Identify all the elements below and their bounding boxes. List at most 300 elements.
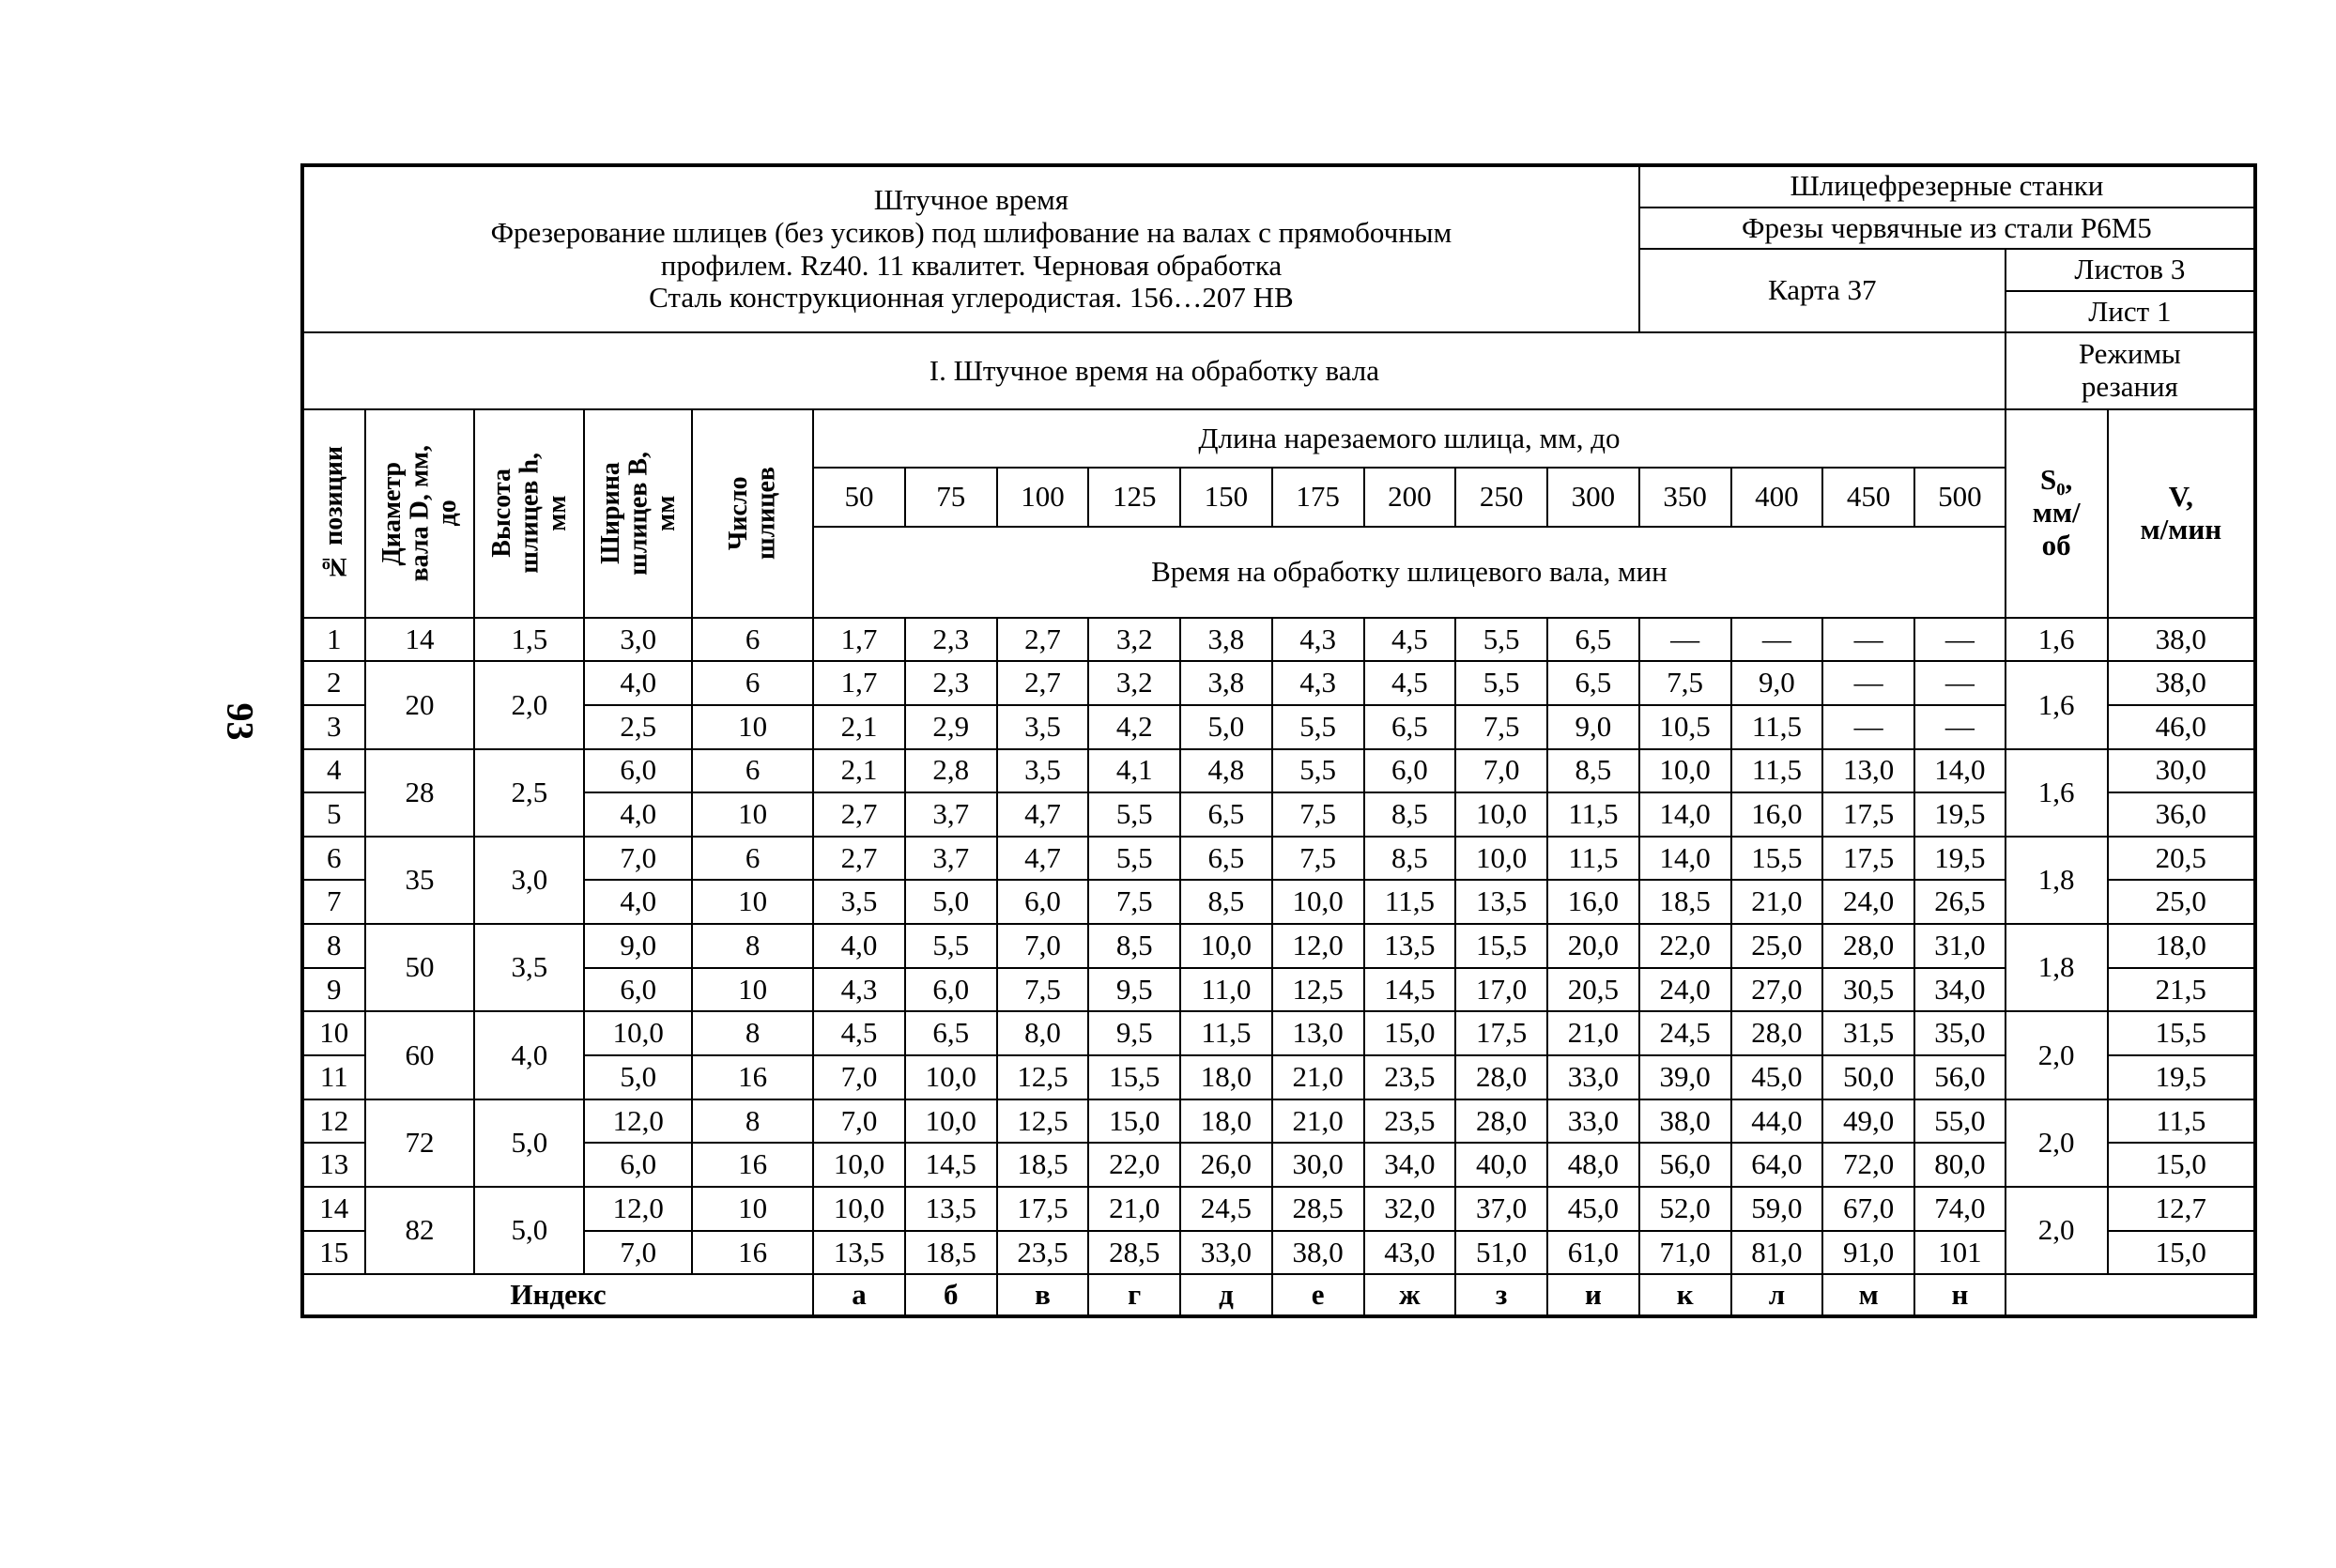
time-value: 11,0: [1180, 968, 1272, 1012]
length-11: 450: [1822, 468, 1914, 527]
time-value: 23,5: [997, 1231, 1089, 1275]
time-value: 12,0: [1272, 924, 1364, 968]
time-value: 51,0: [1455, 1231, 1547, 1275]
speed-value: 20,5: [2108, 837, 2255, 881]
spline-height: 5,0: [474, 1099, 584, 1187]
index-letter: ж: [1364, 1274, 1456, 1316]
spline-height: 3,5: [474, 924, 584, 1011]
time-value: 59,0: [1731, 1187, 1823, 1231]
time-value: 16,0: [1547, 880, 1639, 924]
spline-width: 6,0: [584, 749, 692, 793]
time-value: 20,5: [1547, 968, 1639, 1012]
time-value: 26,0: [1180, 1143, 1272, 1187]
speed-value: 36,0: [2108, 792, 2255, 837]
time-value: 17,0: [1455, 968, 1547, 1012]
time-value: 12,5: [1272, 968, 1364, 1012]
position-number: 7: [302, 880, 365, 924]
time-value: 80,0: [1914, 1143, 2006, 1187]
time-value: 33,0: [1180, 1231, 1272, 1275]
position-number: 8: [302, 924, 365, 968]
card-title: [302, 165, 1639, 332]
time-value: 11,5: [1364, 880, 1456, 924]
shaft-diameter: 50: [365, 924, 475, 1011]
time-value: 2,7: [813, 792, 905, 837]
time-value: 13,0: [1822, 749, 1914, 793]
position-number: 2: [302, 661, 365, 705]
speed-value: 11,5: [2108, 1099, 2255, 1144]
table-row: [302, 1011, 2255, 1055]
time-value: 21,0: [1731, 880, 1823, 924]
time-value: 67,0: [1822, 1187, 1914, 1231]
time-value: 18,5: [905, 1231, 997, 1275]
time-value: 14,5: [1364, 968, 1456, 1012]
time-value: 34,0: [1914, 968, 2006, 1012]
time-value: 10,0: [813, 1143, 905, 1187]
table-row: [302, 618, 2255, 662]
time-value: 3,5: [813, 880, 905, 924]
time-value: 19,5: [1914, 837, 2006, 881]
card-number: Карта 37: [1639, 249, 2006, 332]
time-value: 7,5: [1088, 880, 1180, 924]
time-value: 38,0: [1639, 1099, 1731, 1144]
time-value: 5,5: [1272, 705, 1364, 749]
time-value: 31,0: [1914, 924, 2006, 968]
machine-type: Шлицефрезерные станки: [1639, 165, 2255, 208]
time-value: 49,0: [1822, 1099, 1914, 1144]
tool-type: Фрезы червячные из стали Р6М5: [1639, 208, 2255, 250]
time-value: 4,5: [1364, 661, 1456, 705]
spline-count: 6: [692, 618, 813, 662]
speed-value: 21,5: [2108, 968, 2255, 1012]
page-number: 93: [219, 702, 262, 741]
col-position-label: № позиции: [319, 445, 349, 581]
table-row: [302, 837, 2255, 881]
spline-height: 5,0: [474, 1187, 584, 1274]
time-value: 28,5: [1272, 1187, 1364, 1231]
time-value: 39,0: [1639, 1055, 1731, 1099]
cutting-modes-label: Режимы резания: [2006, 332, 2255, 408]
index-letter: а: [813, 1274, 905, 1316]
time-value: 21,0: [1547, 1011, 1639, 1055]
speed-value: 19,5: [2108, 1055, 2255, 1099]
position-number: 12: [302, 1099, 365, 1144]
time-value: 17,5: [997, 1187, 1089, 1231]
time-value: 33,0: [1547, 1099, 1639, 1144]
time-value: 81,0: [1731, 1231, 1823, 1275]
time-value: 8,5: [1547, 749, 1639, 793]
spline-height: 2,5: [474, 749, 584, 837]
index-label: Индекс: [302, 1274, 813, 1316]
index-letter: д: [1180, 1274, 1272, 1316]
length-8: 300: [1547, 468, 1639, 527]
shaft-diameter: 72: [365, 1099, 475, 1187]
time-value: 61,0: [1547, 1231, 1639, 1275]
time-value: 6,0: [1364, 749, 1456, 793]
time-value: 101: [1914, 1231, 2006, 1275]
time-value: 3,8: [1180, 618, 1272, 662]
time-value: 2,7: [813, 837, 905, 881]
time-value: 7,0: [997, 924, 1089, 968]
time-value: —: [1822, 705, 1914, 749]
time-value: 17,5: [1822, 837, 1914, 881]
time-value: 4,8: [1180, 749, 1272, 793]
length-12: 500: [1914, 468, 2006, 527]
table-row: [302, 924, 2255, 968]
position-number: 4: [302, 749, 365, 793]
feed-value: 1,8: [2006, 837, 2108, 924]
index-letter: г: [1088, 1274, 1180, 1316]
time-value: 10,0: [813, 1187, 905, 1231]
col-speed: V, м/мин: [2108, 409, 2255, 618]
time-value: 72,0: [1822, 1143, 1914, 1187]
time-value: 10,0: [905, 1055, 997, 1099]
speed-value: 25,0: [2108, 880, 2255, 924]
spline-width: 2,5: [584, 705, 692, 749]
time-value: 6,5: [905, 1011, 997, 1055]
time-value: 11,5: [1547, 792, 1639, 837]
spline-width: 5,0: [584, 1055, 692, 1099]
speed-value: 38,0: [2108, 661, 2255, 705]
time-value: 74,0: [1914, 1187, 2006, 1231]
position-number: 14: [302, 1187, 365, 1231]
time-value: 23,5: [1364, 1055, 1456, 1099]
time-value: 10,5: [1639, 705, 1731, 749]
position-number: 9: [302, 968, 365, 1012]
process-card: [300, 163, 2257, 1318]
time-value: 6,5: [1364, 705, 1456, 749]
time-value: 24,0: [1822, 880, 1914, 924]
time-value: 24,5: [1180, 1187, 1272, 1231]
time-value: 13,0: [1272, 1011, 1364, 1055]
time-value: 1,7: [813, 661, 905, 705]
speed-value: 18,0: [2108, 924, 2255, 968]
spline-count: 10: [692, 705, 813, 749]
time-value: —: [1639, 618, 1731, 662]
time-value: 26,5: [1914, 880, 2006, 924]
time-value: 27,0: [1731, 968, 1823, 1012]
time-value: 6,5: [1547, 661, 1639, 705]
feed-value: 2,0: [2006, 1187, 2108, 1274]
length-2: 100: [997, 468, 1089, 527]
spline-count: 16: [692, 1055, 813, 1099]
position-number: 13: [302, 1143, 365, 1187]
length-3: 125: [1088, 468, 1180, 527]
feed-value: 2,0: [2006, 1099, 2108, 1187]
time-value: 15,5: [1455, 924, 1547, 968]
time-value: 5,5: [1088, 837, 1180, 881]
table-row: [302, 968, 2255, 1012]
time-value: 3,2: [1088, 661, 1180, 705]
time-value: 6,0: [905, 968, 997, 1012]
length-9: 350: [1639, 468, 1731, 527]
time-value: 45,0: [1547, 1187, 1639, 1231]
time-value: —: [1914, 618, 2006, 662]
title-line-4: Сталь конструкционная углеродистая. 156…207 НВ: [649, 281, 1294, 315]
time-value: 38,0: [1272, 1231, 1364, 1275]
time-value: —: [1914, 705, 2006, 749]
shaft-diameter: 28: [365, 749, 475, 837]
index-letter: б: [905, 1274, 997, 1316]
time-value: 2,3: [905, 618, 997, 662]
time-value: 14,5: [905, 1143, 997, 1187]
spline-count: 8: [692, 1011, 813, 1055]
time-value: 5,0: [1180, 705, 1272, 749]
time-value: 2,9: [905, 705, 997, 749]
time-value: 7,0: [813, 1055, 905, 1099]
spline-count: 6: [692, 661, 813, 705]
time-value: 13,5: [813, 1231, 905, 1275]
table-row: [302, 661, 2255, 705]
shaft-diameter: 14: [365, 618, 475, 662]
spline-width: 4,0: [584, 792, 692, 837]
time-value: 32,0: [1364, 1187, 1456, 1231]
time-value: 15,5: [1088, 1055, 1180, 1099]
spline-height: 1,5: [474, 618, 584, 662]
time-value: 30,0: [1272, 1143, 1364, 1187]
time-value: 9,5: [1088, 1011, 1180, 1055]
speed-value: 30,0: [2108, 749, 2255, 793]
time-value: 11,5: [1180, 1011, 1272, 1055]
time-value: 8,5: [1364, 837, 1456, 881]
time-value: 50,0: [1822, 1055, 1914, 1099]
spline-width: 6,0: [584, 1143, 692, 1187]
time-value: 3,7: [905, 792, 997, 837]
time-value: 28,0: [1822, 924, 1914, 968]
spline-count: 8: [692, 924, 813, 968]
index-letter: и: [1547, 1274, 1639, 1316]
col-height: [474, 409, 584, 618]
time-value: 8,5: [1088, 924, 1180, 968]
time-value: 18,5: [997, 1143, 1089, 1187]
time-value: 4,7: [997, 792, 1089, 837]
time-value: —: [1822, 661, 1914, 705]
time-value: 12,5: [997, 1099, 1089, 1144]
table-row: [302, 1055, 2255, 1099]
shaft-diameter: 60: [365, 1011, 475, 1099]
time-value: 5,5: [1455, 618, 1547, 662]
time-value: 15,5: [1731, 837, 1823, 881]
title-line-2: Фрезерование шлицев (без усиков) под шлифование на валах с прямобочным: [490, 216, 1452, 249]
time-value: 1,7: [813, 618, 905, 662]
time-value: 20,0: [1547, 924, 1639, 968]
time-value: 71,0: [1639, 1231, 1731, 1275]
length-7: 250: [1455, 468, 1547, 527]
length-6: 200: [1364, 468, 1456, 527]
time-value: 2,7: [997, 661, 1089, 705]
spline-width: 4,0: [584, 880, 692, 924]
time-value: 44,0: [1731, 1099, 1823, 1144]
col-count-label: Число шлицев: [724, 466, 781, 561]
time-value: 22,0: [1088, 1143, 1180, 1187]
time-value: 23,5: [1364, 1099, 1456, 1144]
time-value: 30,5: [1822, 968, 1914, 1012]
spline-count: 10: [692, 792, 813, 837]
speed-value: 15,0: [2108, 1231, 2255, 1275]
time-value: 7,5: [1272, 792, 1364, 837]
table-row: [302, 1231, 2255, 1275]
time-value: 17,5: [1455, 1011, 1547, 1055]
length-1: 75: [905, 468, 997, 527]
spline-width: 3,0: [584, 618, 692, 662]
feed-value: 2,0: [2006, 1011, 2108, 1099]
time-value: 43,0: [1364, 1231, 1456, 1275]
time-value: 6,5: [1547, 618, 1639, 662]
col-feed: S₀, мм/ об: [2006, 409, 2108, 618]
time-value: 22,0: [1639, 924, 1731, 968]
time-value: 13,5: [1364, 924, 1456, 968]
time-value: 28,5: [1088, 1231, 1180, 1275]
index-letter: н: [1914, 1274, 2006, 1316]
time-value: 4,3: [1272, 618, 1364, 662]
time-value: 17,5: [1822, 792, 1914, 837]
machining-time-table: [300, 163, 2257, 1318]
feed-value: 1,6: [2006, 749, 2108, 837]
time-value: 6,5: [1180, 837, 1272, 881]
time-value: 5,5: [905, 924, 997, 968]
length-0: 50: [813, 468, 905, 527]
feed-value: 1,6: [2006, 618, 2108, 662]
time-value: 31,5: [1822, 1011, 1914, 1055]
time-value: 11,5: [1731, 749, 1823, 793]
col-width: [584, 409, 692, 618]
time-value: 6,0: [997, 880, 1089, 924]
table-row: [302, 705, 2255, 749]
table-row: [302, 1099, 2255, 1144]
time-value: 9,0: [1731, 661, 1823, 705]
feed-value: 1,6: [2006, 661, 2108, 748]
time-value: 9,0: [1547, 705, 1639, 749]
time-value: 34,0: [1364, 1143, 1456, 1187]
time-value: 13,5: [1455, 880, 1547, 924]
title-line-1: Штучное время: [873, 183, 1069, 217]
time-value: 8,5: [1364, 792, 1456, 837]
spline-width: 9,0: [584, 924, 692, 968]
time-value: 10,0: [1272, 880, 1364, 924]
spline-height: 2,0: [474, 661, 584, 748]
time-value: 33,0: [1547, 1055, 1639, 1099]
speed-value: 46,0: [2108, 705, 2255, 749]
time-value: 7,0: [813, 1099, 905, 1144]
length-header: Длина нарезаемого шлица, мм, до: [813, 409, 2006, 469]
time-value: 14,0: [1639, 837, 1731, 881]
time-value: 2,1: [813, 705, 905, 749]
spline-count: 10: [692, 968, 813, 1012]
time-value: 4,3: [1272, 661, 1364, 705]
time-value: 21,0: [1272, 1099, 1364, 1144]
position-number: 5: [302, 792, 365, 837]
time-value: 7,5: [997, 968, 1089, 1012]
time-value: 21,0: [1272, 1055, 1364, 1099]
time-value: 5,5: [1455, 661, 1547, 705]
time-value: 14,0: [1639, 792, 1731, 837]
time-value: —: [1914, 661, 2006, 705]
table-row: [302, 1143, 2255, 1187]
time-value: 11,5: [1547, 837, 1639, 881]
table-row: [302, 792, 2255, 837]
spline-count: 16: [692, 1231, 813, 1275]
time-value: 48,0: [1547, 1143, 1639, 1187]
index-letter: е: [1272, 1274, 1364, 1316]
time-value: 2,1: [813, 749, 905, 793]
time-value: 4,2: [1088, 705, 1180, 749]
length-10: 400: [1731, 468, 1823, 527]
sheet-number: Лист 1: [2006, 291, 2255, 333]
time-value: 5,5: [1088, 792, 1180, 837]
time-value: 4,7: [997, 837, 1089, 881]
position-number: 10: [302, 1011, 365, 1055]
time-value: 3,8: [1180, 661, 1272, 705]
time-value: 12,5: [997, 1055, 1089, 1099]
time-value: 56,0: [1639, 1143, 1731, 1187]
position-number: 3: [302, 705, 365, 749]
time-value: —: [1822, 618, 1914, 662]
time-value: 10,0: [1455, 792, 1547, 837]
col-position: [302, 409, 365, 618]
speed-value: 12,7: [2108, 1187, 2255, 1231]
time-value: 7,5: [1639, 661, 1731, 705]
shaft-diameter: 82: [365, 1187, 475, 1274]
time-value: 16,0: [1731, 792, 1823, 837]
spline-width: 7,0: [584, 1231, 692, 1275]
spline-width: 12,0: [584, 1099, 692, 1144]
spline-count: 10: [692, 880, 813, 924]
table-body: [302, 165, 2255, 1316]
position-number: 15: [302, 1231, 365, 1275]
time-value: 4,0: [813, 924, 905, 968]
time-value: 18,0: [1180, 1055, 1272, 1099]
time-value: 28,0: [1455, 1099, 1547, 1144]
time-value: 15,0: [1088, 1099, 1180, 1144]
time-value: 55,0: [1914, 1099, 2006, 1144]
time-value: 7,5: [1455, 705, 1547, 749]
spline-width: 4,0: [584, 661, 692, 705]
title-line-3: профилем. Rz40. 11 квалитет. Черновая обработка: [660, 248, 1283, 282]
time-value: 91,0: [1822, 1231, 1914, 1275]
time-value: 13,5: [905, 1187, 997, 1231]
shaft-diameter: 20: [365, 661, 475, 748]
time-value: 21,0: [1088, 1187, 1180, 1231]
time-value: 6,5: [1180, 792, 1272, 837]
position-number: 11: [302, 1055, 365, 1099]
col-diameter-label: Диаметр вала D, мм, до: [377, 444, 462, 582]
spline-width: 10,0: [584, 1011, 692, 1055]
spline-height: 4,0: [474, 1011, 584, 1099]
time-header: Время на обработку шлицевого вала, мин: [813, 527, 2006, 617]
spline-width: 12,0: [584, 1187, 692, 1231]
index-letter: к: [1639, 1274, 1731, 1316]
spline-count: 6: [692, 837, 813, 881]
time-value: 35,0: [1914, 1011, 2006, 1055]
time-value: 4,5: [813, 1011, 905, 1055]
time-value: 18,0: [1180, 1099, 1272, 1144]
index-empty: [2006, 1274, 2255, 1316]
time-value: 4,5: [1364, 618, 1456, 662]
time-value: 3,5: [997, 705, 1089, 749]
col-count: [692, 409, 813, 618]
time-value: 2,8: [905, 749, 997, 793]
time-value: 18,5: [1639, 880, 1731, 924]
time-value: 8,5: [1180, 880, 1272, 924]
table-row: [302, 880, 2255, 924]
time-value: 15,0: [1364, 1011, 1456, 1055]
time-value: —: [1731, 618, 1823, 662]
spline-count: 8: [692, 1099, 813, 1144]
time-value: 28,0: [1731, 1011, 1823, 1055]
spline-count: 10: [692, 1187, 813, 1231]
time-value: 4,3: [813, 968, 905, 1012]
time-value: 10,0: [1180, 924, 1272, 968]
time-value: 37,0: [1455, 1187, 1547, 1231]
